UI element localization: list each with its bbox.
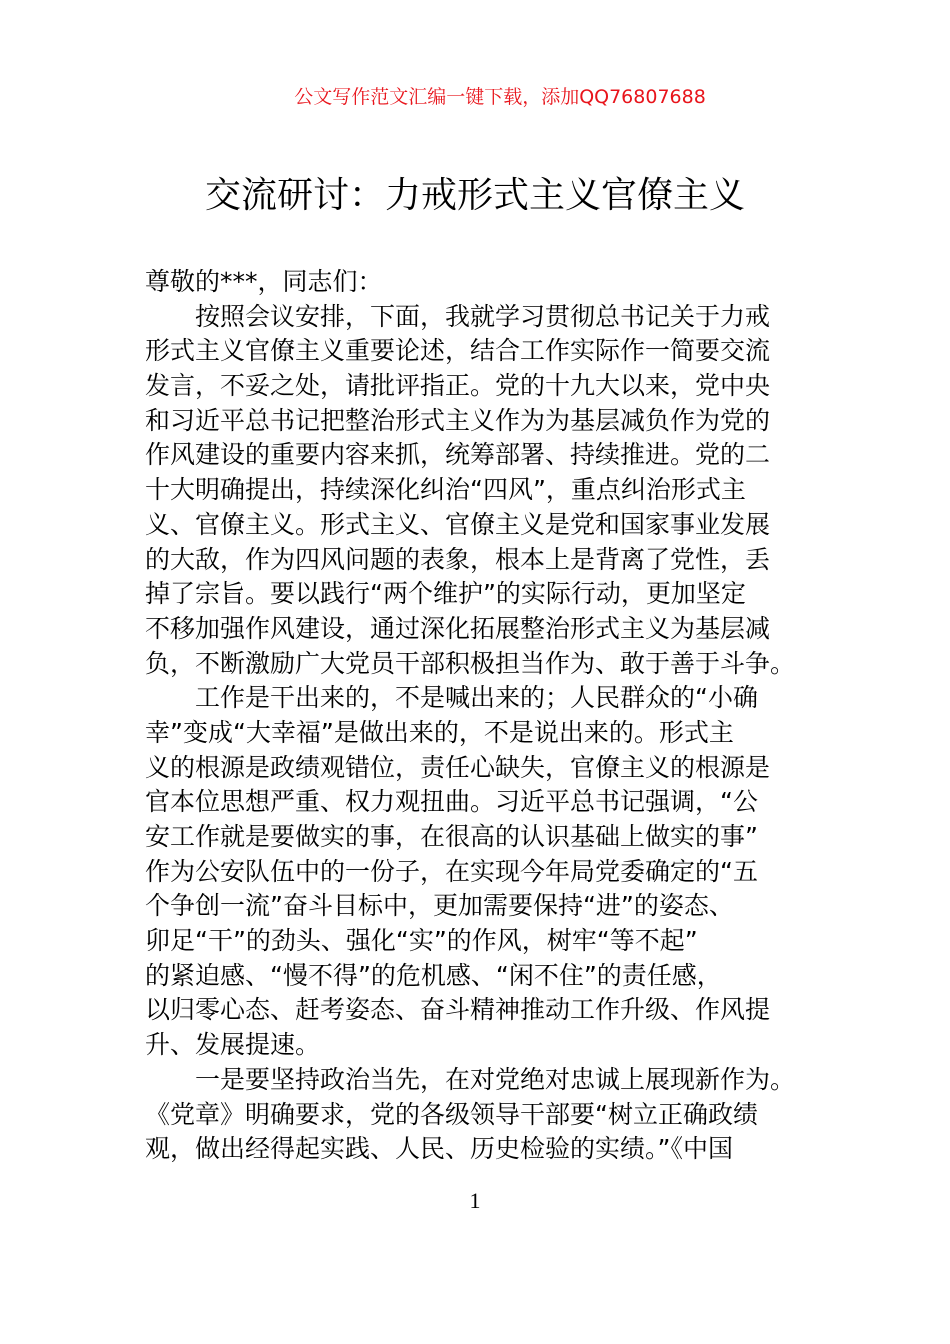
- page-number: 1: [469, 1188, 481, 1213]
- text-line: 幸”变成“大幸福”是做出来的，不是说出来的。形式主: [145, 717, 734, 747]
- text-line: 义的根源是政绩观错位，责任心缺失，官僚主义的根源是: [145, 752, 771, 782]
- text-line: 十大明确提出，持续深化纠治“四风”，重点纠治形式主: [145, 475, 746, 505]
- text-line: 个争创一流”奋斗目标中，更加需要保持“进”的姿态、: [145, 891, 734, 921]
- text-line: 观，做出经得起实践、人民、历史检验的实绩。”《中国: [145, 1134, 733, 1164]
- text-line: 的紧迫感、“慢不得”的危机感、“闲不住”的责任感，: [145, 960, 722, 990]
- text-line: 不移加强作风建设，通过深化拓展整治形式主义为基层减: [145, 613, 771, 643]
- text-line: 的大敌，作为四风问题的表象，根本上是背离了党性，丢: [145, 544, 771, 574]
- text-line: 《党章》明确要求，党的各级领导干部要“树立正确政绩: [145, 1099, 758, 1129]
- text-line: 负，不断激励广大党员干部积极担当作为、敢于善于斗争。: [145, 648, 796, 678]
- text-line: 升、发展提速。: [145, 1030, 321, 1060]
- text-line: 工作是干出来的，不是喊出来的；人民群众的“小确: [145, 683, 758, 713]
- text-line: 按照会议安排，下面，我就学习贯彻总书记关于力戒: [145, 301, 771, 331]
- document-title: 交流研讨：力戒形式主义官僚主义: [204, 175, 745, 216]
- text-line: 和习近平总书记把整治形式主义作为为基层减负作为党的: [145, 405, 771, 435]
- text-line: 卯足“干”的劲头、强化“实”的作风，树牢“等不起”: [145, 926, 698, 956]
- text-line: 官本位思想严重、权力观扭曲。习近平总书记强调，“公: [145, 787, 758, 817]
- document-body: [145, 265, 810, 1167]
- text-line: 作风建设的重要内容来抓，统筹部署、持续推进。党的二: [145, 440, 771, 470]
- text-line: 安工作就是要做实的事，在很高的认识基础上做实的事”: [145, 822, 758, 851]
- text-line: 作为公安队伍中的一份子，在实现今年局党委确定的“五: [145, 856, 758, 886]
- text-line: 以归零心态、赶考姿态、奋斗精神推动工作升级、作风提: [145, 995, 771, 1025]
- text-line: 形式主义官僚主义重要论述，结合工作实际作一简要交流: [145, 336, 771, 366]
- download-banner-link[interactable]: 公文写作范文汇编一键下载，添加QQ76807688: [294, 86, 706, 108]
- text-line: 一是要坚持政治当先，在对党绝对忠诚上展现新作为。: [145, 1064, 796, 1094]
- text-line: 掉了宗旨。要以践行“两个维护”的实际行动，更加坚定: [145, 579, 746, 609]
- text-line: 发言，不妥之处，请批评指正。党的十九大以来，党中央: [145, 371, 771, 401]
- text-line: 尊敬的***，同志们：: [145, 267, 383, 296]
- text-line: 义、官僚主义。形式主义、官僚主义是党和国家事业发展: [145, 509, 771, 539]
